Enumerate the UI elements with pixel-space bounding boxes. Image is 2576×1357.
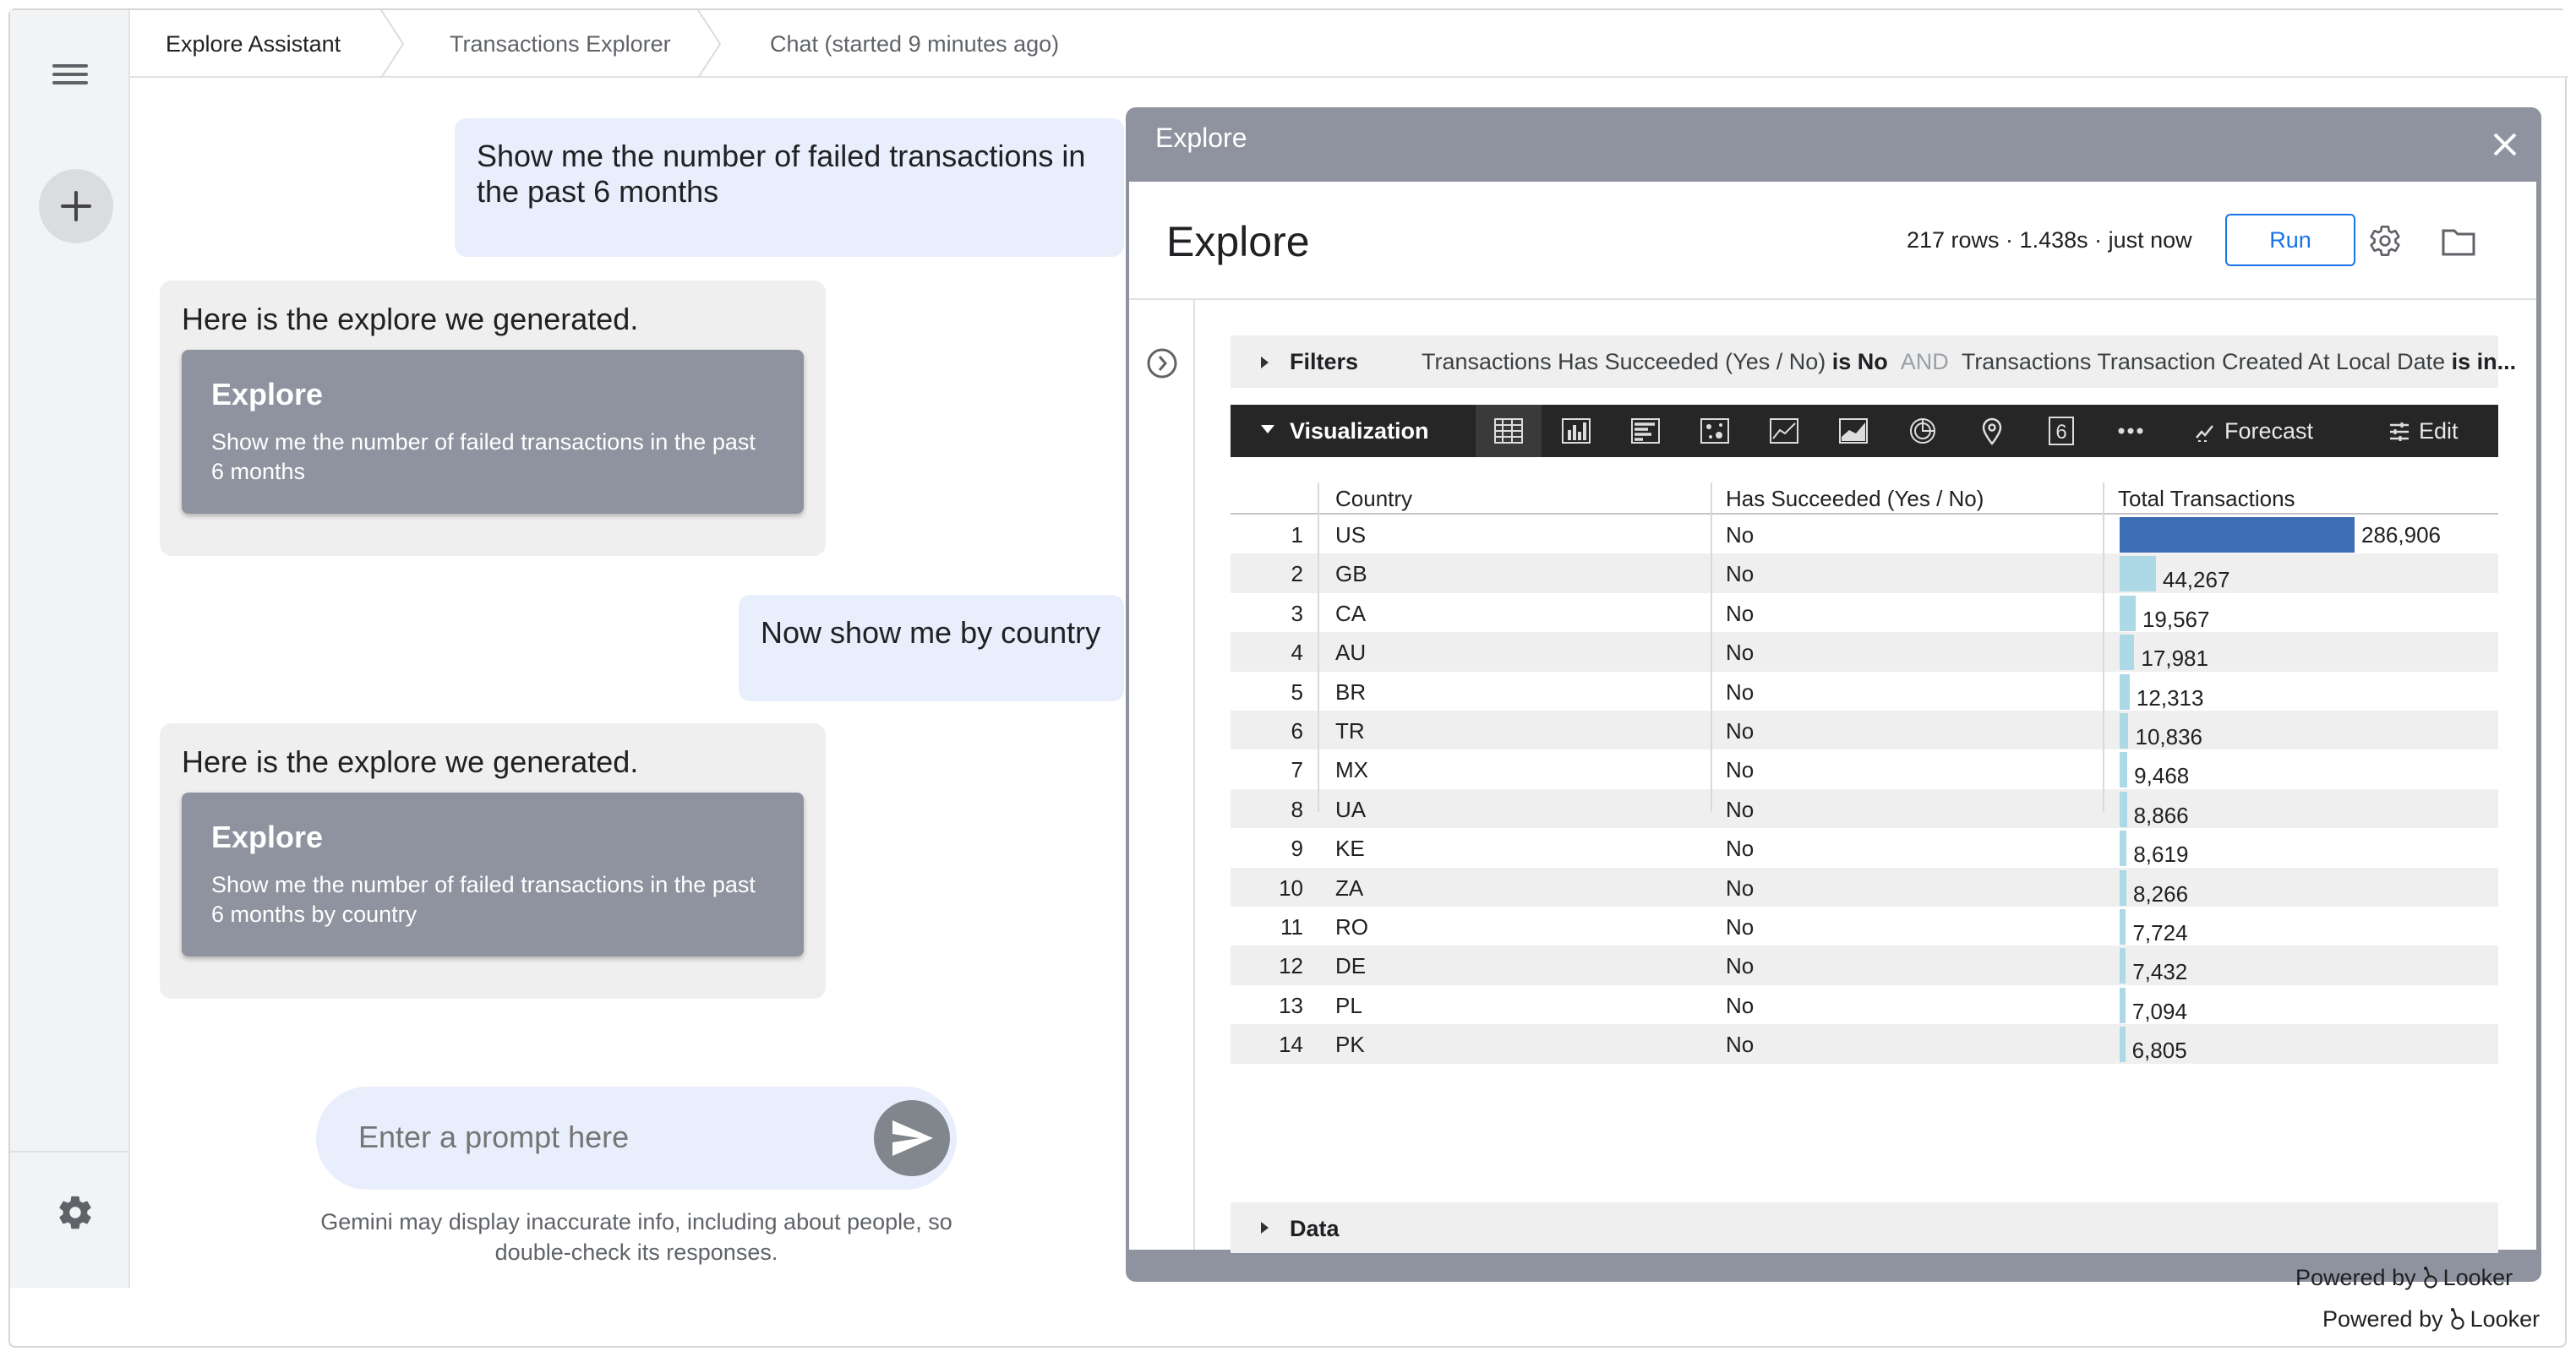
table-row	[1231, 749, 2498, 788]
query-meta: 217 rows · 1.438s · just now	[1907, 227, 2192, 253]
visualization-label[interactable]: Visualization	[1290, 418, 1429, 444]
table-row	[1231, 789, 2498, 828]
filter-2-field: Transactions Transaction Created At Local Date	[1961, 349, 2446, 374]
explore-panel	[1126, 107, 2541, 1290]
row-number: 3	[1291, 600, 1303, 626]
area-chart-icon[interactable]	[1820, 405, 1886, 457]
row-number: 5	[1291, 678, 1303, 705]
breadcrumb-explore-assistant[interactable]: Explore Assistant	[166, 31, 341, 57]
cell-total-transactions: 9,468	[2134, 763, 2190, 789]
send-button[interactable]	[874, 1100, 950, 1176]
cell-total-bar	[2120, 870, 2126, 906]
cell-has-succeeded: No	[1726, 914, 1755, 940]
cell-has-succeeded: No	[1726, 600, 1755, 626]
breadcrumb-separator-icon	[379, 10, 405, 78]
cell-total-transactions: 7,432	[2132, 959, 2188, 985]
cell-total-transactions: 19,567	[2142, 606, 2210, 632]
left-rail	[10, 10, 130, 1288]
table-row	[1231, 946, 2498, 984]
column-header-country[interactable]: Country	[1335, 486, 1413, 511]
forecast-button[interactable]	[2194, 418, 2313, 444]
explore-card-text: Show me the number of failed transactions in the past 6 months by country	[211, 872, 756, 927]
cell-total-transactions: 17,981	[2141, 646, 2208, 672]
assistant-message-text: Here is the explore we generated.	[182, 302, 639, 336]
filter-1-operator: is No	[1831, 349, 1888, 374]
assistant-message-text: Here is the explore we generated.	[182, 744, 639, 779]
cell-country: KE	[1335, 836, 1365, 862]
cell-total-bar	[2120, 596, 2136, 631]
cell-country: GB	[1335, 561, 1367, 587]
filters-section[interactable]	[1231, 335, 2517, 388]
cell-has-succeeded: No	[1726, 836, 1755, 862]
cell-has-succeeded: No	[1726, 757, 1755, 783]
cell-total-bar	[2120, 635, 2134, 670]
cell-country: BR	[1335, 678, 1367, 705]
row-number: 7	[1291, 757, 1303, 783]
disclaimer: Gemini may display inaccurate info, including about people, so double-check its responses.	[320, 1209, 952, 1265]
cell-total-bar	[2120, 1027, 2126, 1062]
breadcrumb-transactions-explorer[interactable]: Transactions Explorer	[450, 31, 671, 57]
single-value-icon[interactable]	[2028, 405, 2094, 457]
cell-country: US	[1335, 522, 1367, 548]
column-header-has-succeeded[interactable]: Has Succeeded (Yes / No)	[1726, 486, 1984, 511]
explore-card-title: Explore	[211, 377, 324, 411]
powered-by-looker-panel	[2295, 1265, 2513, 1291]
cell-has-succeeded: No	[1726, 640, 1755, 666]
row-number: 11	[1280, 914, 1303, 940]
line-chart-icon[interactable]	[1751, 405, 1817, 457]
cell-total-bar	[2120, 909, 2126, 945]
cell-country: ZA	[1335, 875, 1364, 901]
assistant-message	[160, 723, 826, 999]
row-number: 10	[1279, 875, 1303, 901]
table-row	[1231, 672, 2498, 711]
filter-2-operator: is in...	[2451, 349, 2517, 374]
chat-thread	[130, 79, 1123, 1288]
single-value-glyph: 6	[2055, 421, 2067, 444]
collapse-triangle-icon[interactable]	[1261, 425, 1274, 433]
table-row	[1231, 868, 2498, 907]
explore-heading: Explore	[1166, 218, 1310, 265]
table-row	[1231, 1024, 2498, 1063]
table-row	[1231, 828, 2498, 867]
powered-by-looker-footer	[2322, 1306, 2540, 1332]
cell-country: AU	[1335, 640, 1367, 666]
cell-total-bar	[2120, 752, 2127, 787]
cell-country: RO	[1335, 914, 1368, 940]
cell-total-transactions: 44,267	[2162, 567, 2230, 593]
table-header	[1231, 482, 2498, 515]
folder-icon[interactable]	[2441, 226, 2476, 258]
results-table	[1231, 482, 2498, 1064]
row-number: 2	[1291, 561, 1303, 587]
prompt-box	[316, 1087, 957, 1190]
tune-icon	[2388, 421, 2410, 443]
bar-chart-icon[interactable]	[1613, 405, 1678, 457]
cell-total-transactions: 8,266	[2133, 880, 2189, 907]
cell-total-transactions: 7,724	[2132, 920, 2188, 946]
cell-country: CA	[1335, 600, 1367, 626]
more-icon[interactable]	[2098, 405, 2164, 457]
table-row	[1231, 632, 2498, 671]
cell-total-bar	[2120, 988, 2126, 1023]
prompt-input[interactable]	[358, 1112, 832, 1163]
explore-content	[1129, 182, 2536, 1290]
filters-summary	[1422, 335, 2516, 388]
table-icon[interactable]	[1476, 405, 1542, 457]
run-button[interactable]: Run	[2225, 214, 2355, 266]
edit-button[interactable]	[2388, 418, 2459, 444]
row-number: 6	[1291, 718, 1303, 744]
column-chart-icon[interactable]	[1543, 405, 1609, 457]
edit-label: Edit	[2419, 418, 2459, 444]
table-row	[1231, 711, 2498, 749]
powered-by-text: Powered by	[2322, 1306, 2443, 1332]
powered-by-text: Powered by	[2295, 1265, 2416, 1290]
panel-title: Explore	[1155, 123, 1247, 153]
cell-total-transactions: 10,836	[2135, 724, 2203, 749]
close-icon[interactable]	[2488, 128, 2522, 161]
explore-card[interactable]	[182, 350, 804, 514]
table-row	[1231, 553, 2498, 592]
menu-icon[interactable]	[51, 59, 90, 98]
cell-total-bar	[2120, 556, 2156, 591]
column-divider	[1711, 482, 1712, 812]
cell-total-bar	[2120, 517, 2355, 553]
looker-logo-icon	[2421, 1266, 2440, 1289]
cell-total-bar	[2120, 792, 2127, 827]
cell-country: DE	[1335, 953, 1367, 979]
looker-logo-icon	[2448, 1307, 2467, 1331]
row-number: 4	[1291, 640, 1303, 666]
cell-country: PK	[1335, 1032, 1365, 1058]
cell-total-transactions: 6,805	[2131, 1038, 2187, 1064]
looker-brand: Looker	[2442, 1265, 2513, 1290]
column-divider	[1318, 482, 1319, 812]
cell-total-transactions: 8,619	[2133, 842, 2189, 868]
cell-total-transactions: 8,866	[2133, 802, 2189, 828]
table-row	[1231, 593, 2498, 632]
cell-has-succeeded: No	[1726, 718, 1755, 744]
cell-country: UA	[1335, 796, 1367, 822]
assistant-message	[160, 281, 826, 556]
table-row	[1231, 985, 2498, 1024]
row-number: 9	[1291, 836, 1303, 862]
cell-country: PL	[1335, 992, 1362, 1018]
explore-card-text: Show me the number of failed transactions in the past 6 months	[211, 429, 756, 484]
cell-total-bar	[2120, 674, 2130, 710]
row-number: 1	[1291, 522, 1303, 548]
map-pin-icon[interactable]	[1959, 405, 2025, 457]
cell-has-succeeded: No	[1726, 678, 1755, 705]
breadcrumb-chat: Chat (started 9 minutes ago)	[770, 31, 1060, 57]
expand-sidebar-icon[interactable]	[1146, 347, 1178, 379]
cell-has-succeeded: No	[1726, 875, 1755, 901]
filter-1-field: Transactions Has Succeeded (Yes / No)	[1422, 349, 1826, 374]
column-divider	[2103, 482, 2104, 812]
cell-total-transactions: 12,313	[2136, 684, 2204, 711]
user-message: Show me the number of failed transactions in the past 6 months	[455, 118, 1124, 257]
cell-total-bar	[2120, 713, 2128, 749]
row-number: 8	[1291, 796, 1303, 822]
table-row	[1231, 515, 2498, 553]
app-window	[8, 8, 2567, 1348]
cell-total-bar	[2120, 948, 2126, 984]
forecast-label: Forecast	[2224, 418, 2314, 444]
cell-has-succeeded: No	[1726, 1032, 1755, 1058]
data-label: Data	[1290, 1216, 1340, 1241]
cell-has-succeeded: No	[1726, 522, 1755, 548]
cell-total-bar	[2120, 831, 2126, 866]
pie-chart-icon[interactable]	[1890, 405, 1956, 457]
visualization-bar	[1231, 405, 2498, 457]
settings-icon[interactable]	[56, 1193, 95, 1232]
looker-brand: Looker	[2470, 1306, 2541, 1332]
cell-has-succeeded: No	[1726, 561, 1755, 587]
cell-country: MX	[1335, 757, 1368, 783]
cell-has-succeeded: No	[1726, 992, 1755, 1018]
expand-triangle-icon	[1261, 357, 1269, 368]
cell-total-transactions: 286,906	[2361, 522, 2441, 548]
send-icon	[874, 1100, 950, 1176]
breadcrumb-separator-icon	[696, 10, 722, 78]
cell-has-succeeded: No	[1726, 796, 1755, 822]
row-number: 14	[1279, 1032, 1303, 1058]
new-chat-button[interactable]	[39, 169, 113, 243]
explore-card[interactable]	[182, 793, 804, 956]
side-divider	[1193, 300, 1195, 1250]
rail-divider	[10, 1151, 130, 1153]
user-message: Now show me by country	[739, 595, 1124, 701]
breadcrumb	[130, 10, 2568, 78]
forecast-icon	[2194, 421, 2216, 443]
expand-triangle-icon	[1261, 1222, 1269, 1234]
explore-card-title: Explore	[211, 820, 324, 854]
header-divider	[1129, 298, 2536, 300]
cell-country: TR	[1335, 718, 1365, 744]
row-number: 12	[1279, 953, 1303, 979]
table-row	[1231, 907, 2498, 946]
filter-and: AND	[1900, 349, 1949, 374]
filters-label: Filters	[1290, 349, 1359, 374]
scatter-icon[interactable]	[1682, 405, 1748, 457]
cell-has-succeeded: No	[1726, 953, 1755, 979]
cell-total-transactions: 7,094	[2131, 998, 2187, 1024]
row-number: 13	[1279, 992, 1303, 1018]
data-section[interactable]	[1231, 1202, 2498, 1253]
column-header-total-transactions[interactable]: Total Transactions	[2118, 486, 2295, 511]
gear-icon[interactable]	[2368, 224, 2402, 258]
